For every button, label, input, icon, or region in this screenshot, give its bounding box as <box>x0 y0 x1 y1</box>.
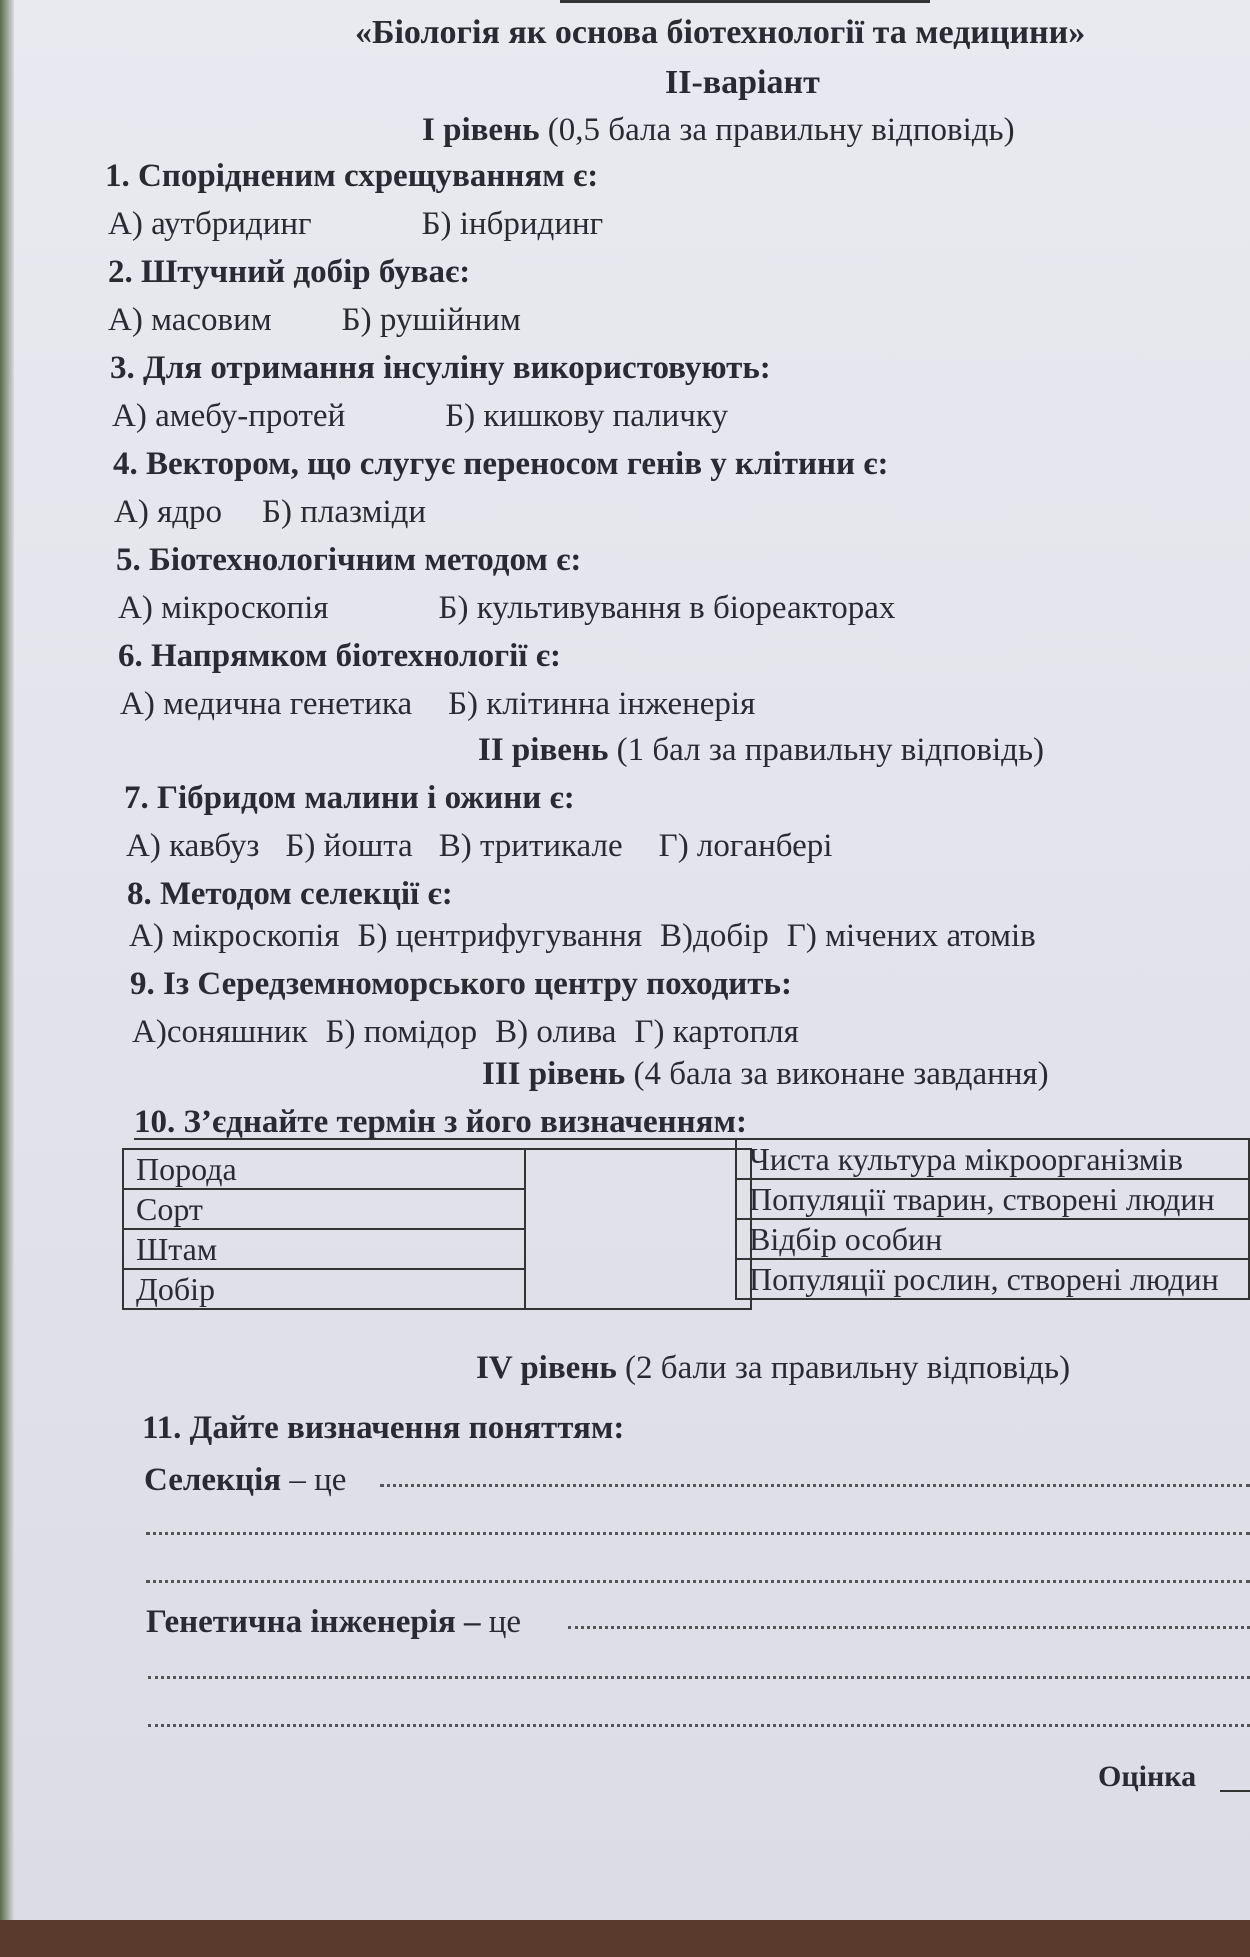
answer-line[interactable] <box>146 1580 1250 1583</box>
table-row <box>123 1149 751 1189</box>
answer-line[interactable] <box>148 1676 1250 1679</box>
question-2: 2. Штучний добір буває: <box>108 254 471 290</box>
level-3-heading: ІІІ рівень (4 бала за виконане завдання) <box>482 1056 1049 1092</box>
question-8: 8. Методом селекції є: <box>127 876 453 912</box>
definition-prompt-genetic-engineering: Генетична інженерія – це <box>146 1604 522 1640</box>
table-surface <box>0 1920 1250 1957</box>
definition-prompt-selection: Селекція – це <box>144 1462 347 1498</box>
answer-options-2: А) масовим Б) рушійним <box>108 302 521 338</box>
doc-title: «Біологія як основа біотехнології та медицини» <box>355 14 1086 51</box>
top-rule <box>560 0 930 3</box>
question-10: 10. З’єднайте термін з його визначенням: <box>134 1104 747 1140</box>
answer-line[interactable] <box>148 1724 1250 1727</box>
answer-options-9: А)соняшник Б) помідор В) олива Г) картопля <box>132 1014 799 1050</box>
grade-label: Оцінка <box>1098 1760 1197 1793</box>
question-4: 4. Вектором, що слугує переносом генів у клітини є: <box>113 446 889 482</box>
question-7: 7. Гібридом малини і ожини є: <box>124 780 575 816</box>
table-row <box>736 1179 1249 1219</box>
answer-options-7: А) кавбуз Б) йошта В) тритикале Г) логанбері <box>126 828 833 864</box>
level-2-heading: ІІ рівень (1 бал за правильну відповідь) <box>478 732 1045 768</box>
grade-line[interactable] <box>1220 1790 1250 1792</box>
term-cell: Добір <box>123 1269 525 1309</box>
answer-options-6: А) медична генетика Б) клітинна інженерія <box>120 686 756 722</box>
answer-options-8: А) мікроскопія Б) центрифугування В)добір Г) мічених атомів <box>129 918 1036 954</box>
question-1: 1. Спорідненим схрещуванням є: <box>105 158 599 194</box>
level-1-heading: І рівень (0,5 бала за правильну відповідь) <box>422 112 1015 148</box>
answer-gap <box>525 1149 751 1309</box>
question-9: 9. Із Середземноморського центру походить: <box>130 966 792 1002</box>
terms-table <box>122 1148 752 1310</box>
table-row <box>736 1259 1249 1299</box>
question-5: 5. Біотехнологічним методом є: <box>116 542 582 578</box>
definitions-table <box>735 1138 1250 1300</box>
question-3: 3. Для отримання інсуліну використовують: <box>110 350 771 386</box>
page-edge <box>0 0 14 1920</box>
answer-options-1: А) аутбридинг Б) інбридинг <box>108 206 604 242</box>
answer-line[interactable] <box>568 1626 1250 1629</box>
definition-cell: Чиста культура мікроорганізмів <box>736 1139 1249 1179</box>
definition-cell: Відбір особин <box>736 1219 1249 1259</box>
question-11: 11. Дайте визначення поняттям: <box>142 1410 625 1446</box>
term-cell: Сорт <box>123 1189 525 1229</box>
definition-cell: Популяції рослин, створені людин <box>736 1259 1249 1299</box>
table-row <box>736 1139 1249 1179</box>
definition-cell: Популяції тварин, створені людин <box>736 1179 1249 1219</box>
table-row <box>736 1219 1249 1259</box>
term-cell: Порода <box>123 1149 525 1189</box>
level-4-heading: IV рівень (2 бали за правильну відповідь) <box>476 1350 1071 1386</box>
question-6: 6. Напрямком біотехнології є: <box>118 638 561 674</box>
variant-label: ІІ-варіант <box>665 64 820 101</box>
answer-line[interactable] <box>380 1484 1250 1487</box>
answer-options-5: А) мікроскопія Б) культивування в біореакторах <box>118 590 896 626</box>
answer-options-3: А) амебу-протей Б) кишкову паличку <box>112 398 728 434</box>
answer-options-4: А) ядро Б) плазміди <box>114 494 427 530</box>
answer-line[interactable] <box>146 1532 1250 1535</box>
term-cell: Штам <box>123 1229 525 1269</box>
